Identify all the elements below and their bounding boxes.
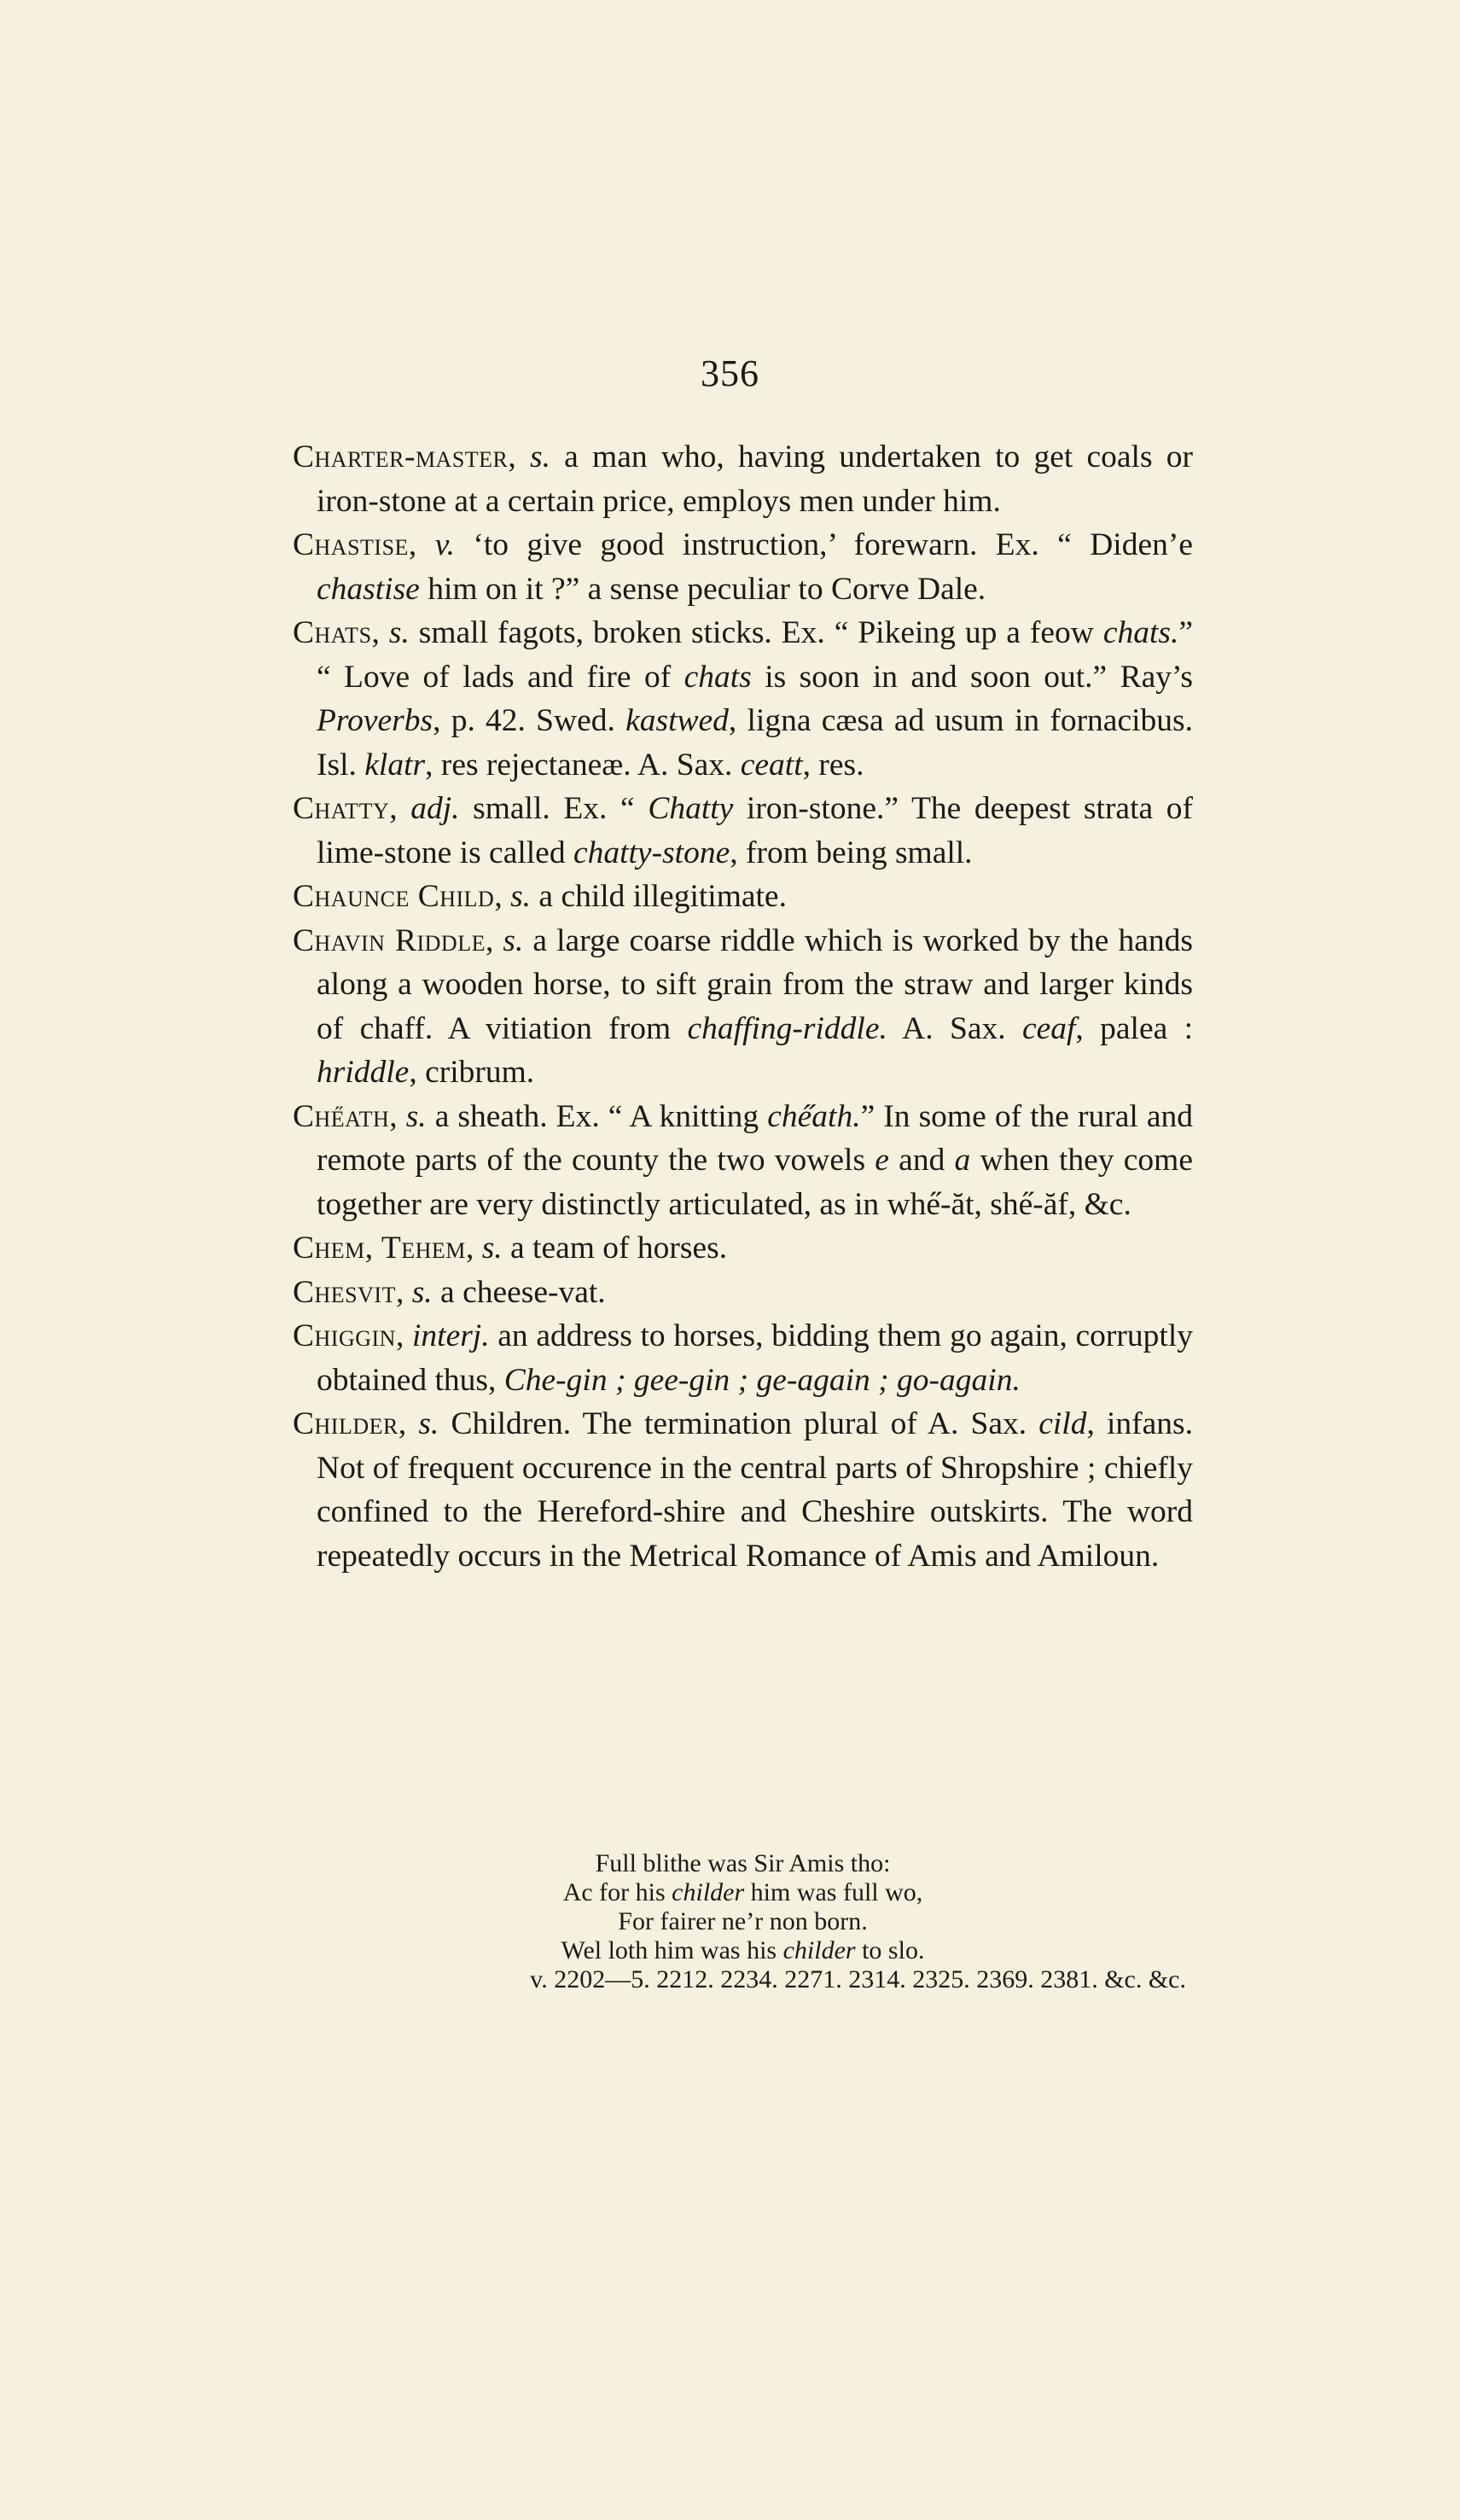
verse-line [293,1849,1193,1878]
italic-text: childer [672,1878,745,1906]
body-text: a cheese-vat. [432,1274,606,1310]
italic-text: Chatty [648,791,734,826]
body-text: a team of horses. [502,1231,728,1266]
body-text: to slo. [855,1936,925,1964]
body-text: small fagots, broken sticks. Ex. “ Pikeing up a feow [409,615,1103,650]
glossary-entry [293,611,1193,787]
body-text: , [398,1406,419,1441]
headword: Chesvit [293,1274,396,1310]
headword: Che̋ath [293,1098,390,1134]
italic-text: s. [503,922,524,958]
glossary-entry [293,875,1193,919]
italic-text: che̋ath. [767,1098,861,1134]
body-text: , res rejectaneæ. A. Sax. [425,747,741,783]
headword: Chem, Tehem [293,1231,466,1266]
glossary-entry [293,1314,1193,1402]
body-text: , [494,879,511,914]
italic-text: Che-gin ; gee-gin ; ge-again ; go-again. [503,1362,1021,1398]
verse-line [293,1878,1193,1907]
italic-text: hriddle [317,1055,410,1090]
headword: Chatty [293,791,390,826]
body-text: , infans. Not of frequent occurence in the central parts of Shropshire ; chiefly confined to the Hereford-shire and Cheshire outskirts. The word repeatedly occurs in the Metrical Romance of Amis and Amiloun. [317,1406,1193,1574]
glossary-entry [293,1226,1193,1271]
body-text: , [485,922,503,958]
italic-text: interj. [411,1318,490,1353]
italic-text: Proverbs [317,703,433,738]
glossary-entry [293,523,1193,611]
glossary-entry [293,1402,1193,1578]
glossary-entry [293,919,1193,1095]
body-text: ” In some of the rural and remote parts of the county the two vowels [317,1098,1193,1178]
verse-line [293,1936,1193,1965]
body-text: a man who, having undertaken to get coals or iron-stone at a certain price, employs men under him. [317,439,1193,519]
body-text: a sheath. Ex. “ A knitting [426,1098,768,1134]
body-text: him on it ?” a sense peculiar to Corve Dale. [419,571,986,607]
body-text: v. 2202—5. 2212. 2234. 2271. 2314. 2325. 2369. 2381. &c. &c. [530,1965,1186,1993]
italic-text: chats [683,659,752,695]
italic-text: chats. [1102,615,1179,650]
body-text: and [888,1143,955,1178]
verse-line [293,1907,1193,1936]
glossary-entry [293,1271,1193,1315]
body-text: is soon in and soon out.” Ray’s [751,659,1193,695]
body-text: Wel loth him was his [561,1936,783,1964]
body-text: Children. The termination plural of A. Sax. [439,1406,1039,1441]
body-text: when they come together are very distinctly articulated, as in whe̋-ăt, she̋-ăf, &c. [317,1143,1193,1222]
body-text: an address to horses, bidding them go again, corruptly obtained thus, [317,1318,1193,1398]
italic-text: s. [481,1231,503,1266]
body-text: , [389,1098,406,1134]
italic-text: childer [782,1936,856,1964]
headword: Chastise [293,527,409,562]
body-text: iron-stone.” The deepest strata of lime-stone is called [317,791,1193,870]
italic-text: cild [1038,1406,1087,1441]
body-text: ‘to give good instruction,’ forewarn. Ex. “ Diden’e [454,527,1193,562]
body-text: , [395,1318,412,1353]
body-text: , ligna cæsa ad usum in fornacibus. Isl. [317,703,1193,783]
body-text: Full blithe was Sir Amis tho: [595,1849,891,1877]
italic-text: a [954,1143,971,1178]
body-text: A. Sax. [887,1010,1022,1046]
headword: Chavin Riddle [293,922,486,958]
italic-text: klatr [364,747,426,783]
italic-text: adj. [410,791,460,826]
body-text: , p. 42. Swed. [433,703,626,738]
verse-references [293,1965,1193,1994]
italic-text: s. [411,1274,433,1310]
italic-text: s. [388,615,410,650]
italic-text: s. [405,1098,427,1134]
body-text: a large coarse riddle which is worked by the hands along a wooden horse, to sift grain from the straw and larger kinds of chaff. A vitiation from [317,922,1193,1046]
glossary-entries [293,435,1193,1578]
italic-text: ceatt [740,747,803,783]
body-text: , [389,791,411,826]
body-text: him was full wo, [744,1878,923,1906]
page-number: 356 [701,352,759,394]
italic-text: ceaf [1021,1010,1076,1046]
headword: Childer [293,1406,398,1441]
italic-text: chaffing-riddle. [687,1010,887,1046]
headword: Chiggin [293,1318,396,1353]
body-text: , [508,439,530,474]
body-text: Ac for his [562,1878,672,1906]
glossary-entry [293,787,1193,875]
glossary-entry [293,1095,1193,1227]
body-text: , [465,1231,482,1266]
italic-text: s. [530,439,550,474]
body-text: , cribrum. [409,1055,535,1090]
italic-text: kastwed [625,703,729,738]
headword: Charter-master [293,439,509,474]
body-text: , from being small. [730,835,973,870]
body-text: a child illegitimate. [531,879,787,914]
italic-text: s. [418,1406,439,1441]
verse-quotation [293,1849,1193,1994]
italic-text: e [875,1143,889,1178]
headword: Chats [293,615,372,650]
glossary-entry [293,435,1193,523]
italic-text: chastise [317,571,420,607]
body-text: , [395,1274,412,1310]
italic-text: s. [510,879,532,914]
body-text: For fairer ne’r non born. [618,1907,868,1935]
italic-text: v. [434,527,455,562]
body-text: small. Ex. “ [459,791,649,826]
body-text: ” “ Love of lads and fire of [317,615,1194,695]
italic-text: chatty-stone [573,835,730,870]
headword: Chaunce Child [293,879,495,914]
body-text: , palea : [1075,1010,1193,1046]
body-text: , res. [802,747,864,783]
body-text: , [371,615,389,650]
body-text: , [408,527,435,562]
